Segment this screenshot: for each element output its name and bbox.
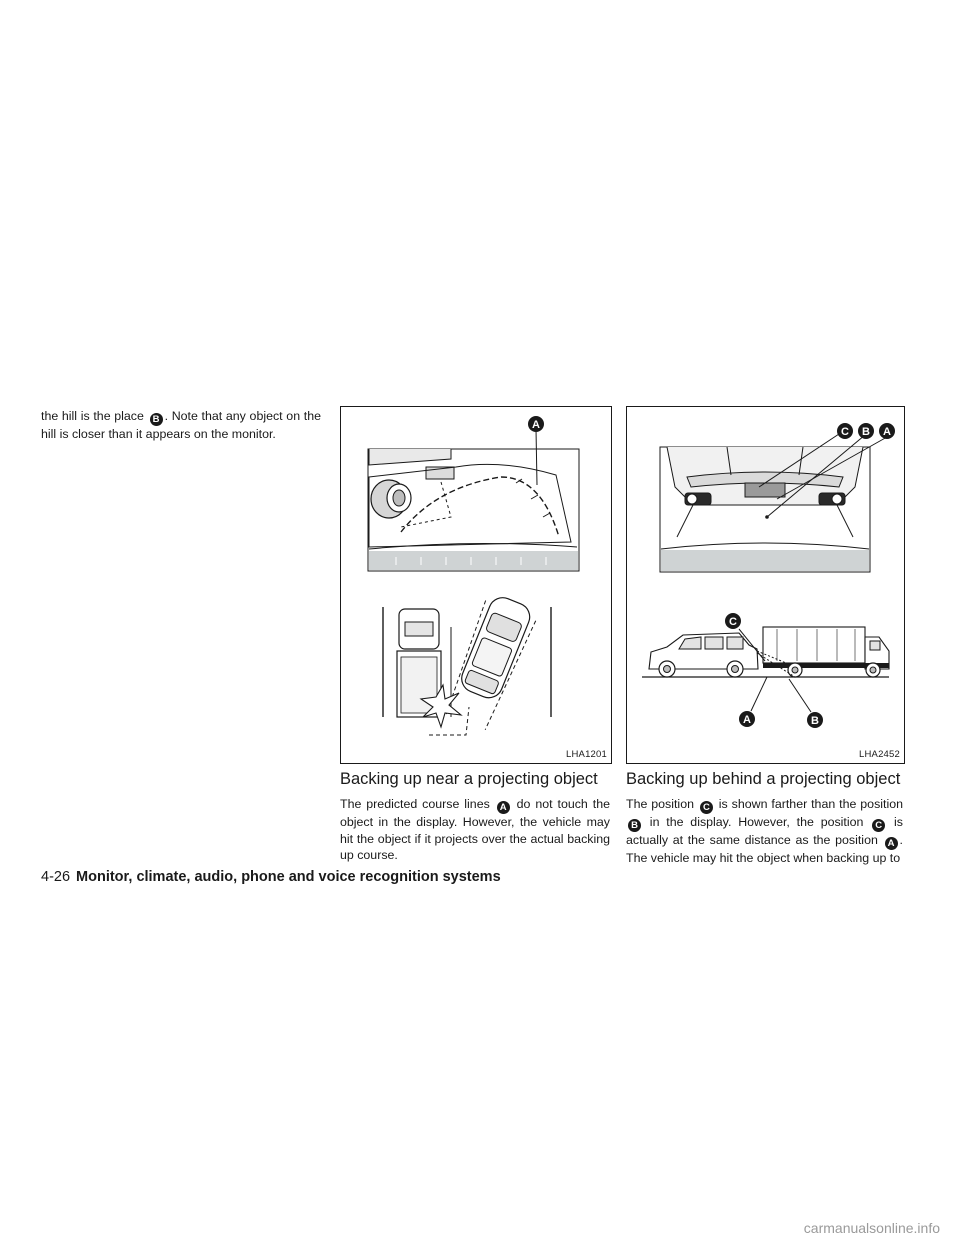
marker-a: A — [885, 837, 898, 850]
chapter-title: Monitor, climate, audio, phone and voice recognition systems — [76, 869, 501, 885]
figure-code: LHA1201 — [565, 749, 607, 760]
figure-projecting-object-side — [340, 406, 612, 764]
figure1-illustration — [341, 407, 611, 763]
callout-b-bottom: B — [811, 715, 819, 727]
page-number: 4-26 — [41, 869, 71, 885]
marker-b: B — [628, 819, 641, 832]
figure-projecting-object-rear — [626, 406, 905, 764]
callout-a-top: A — [883, 426, 891, 438]
callout-a-bottom: A — [743, 714, 751, 726]
section-heading: Backing up near a projecting object — [340, 770, 598, 788]
page-footer — [41, 869, 501, 885]
callout-c-bottom: C — [729, 616, 737, 628]
marker-c: C — [872, 819, 885, 832]
callout-a: A — [532, 419, 540, 431]
text-fragment: in the display. However, the position — [643, 815, 871, 829]
left-column-text — [41, 408, 321, 443]
text-fragment: is actually at the same distance as the position — [626, 815, 903, 847]
marker-c: C — [700, 801, 713, 814]
callout-c-top: C — [841, 426, 849, 438]
section2-paragraph — [626, 796, 903, 867]
text-fragment: do not touch the object in the display. However, the vehicle may hit the object if it projects over the actual backing up course. — [340, 797, 610, 862]
section1-paragraph — [340, 796, 610, 864]
marker-b: B — [150, 413, 163, 426]
watermark-link[interactable]: carmanualsonline.info — [803, 1220, 940, 1236]
text-fragment: is shown farther than the position — [714, 797, 903, 811]
text-fragment: . Note that any object on the hill is closer than it appears on the monitor. — [41, 409, 321, 441]
text-fragment: the hill is the place — [41, 409, 148, 423]
figure-code: LHA2452 — [858, 749, 900, 760]
marker-a: A — [497, 801, 510, 814]
text-fragment: The predicted course lines — [340, 797, 495, 811]
callout-b-top: B — [862, 426, 870, 438]
figure2-illustration — [627, 407, 904, 763]
text-fragment: The position — [626, 797, 698, 811]
section-heading: Backing up behind a projecting object — [626, 770, 901, 788]
text-fragment: . The vehicle may hit the object when backing up to — [626, 833, 903, 865]
